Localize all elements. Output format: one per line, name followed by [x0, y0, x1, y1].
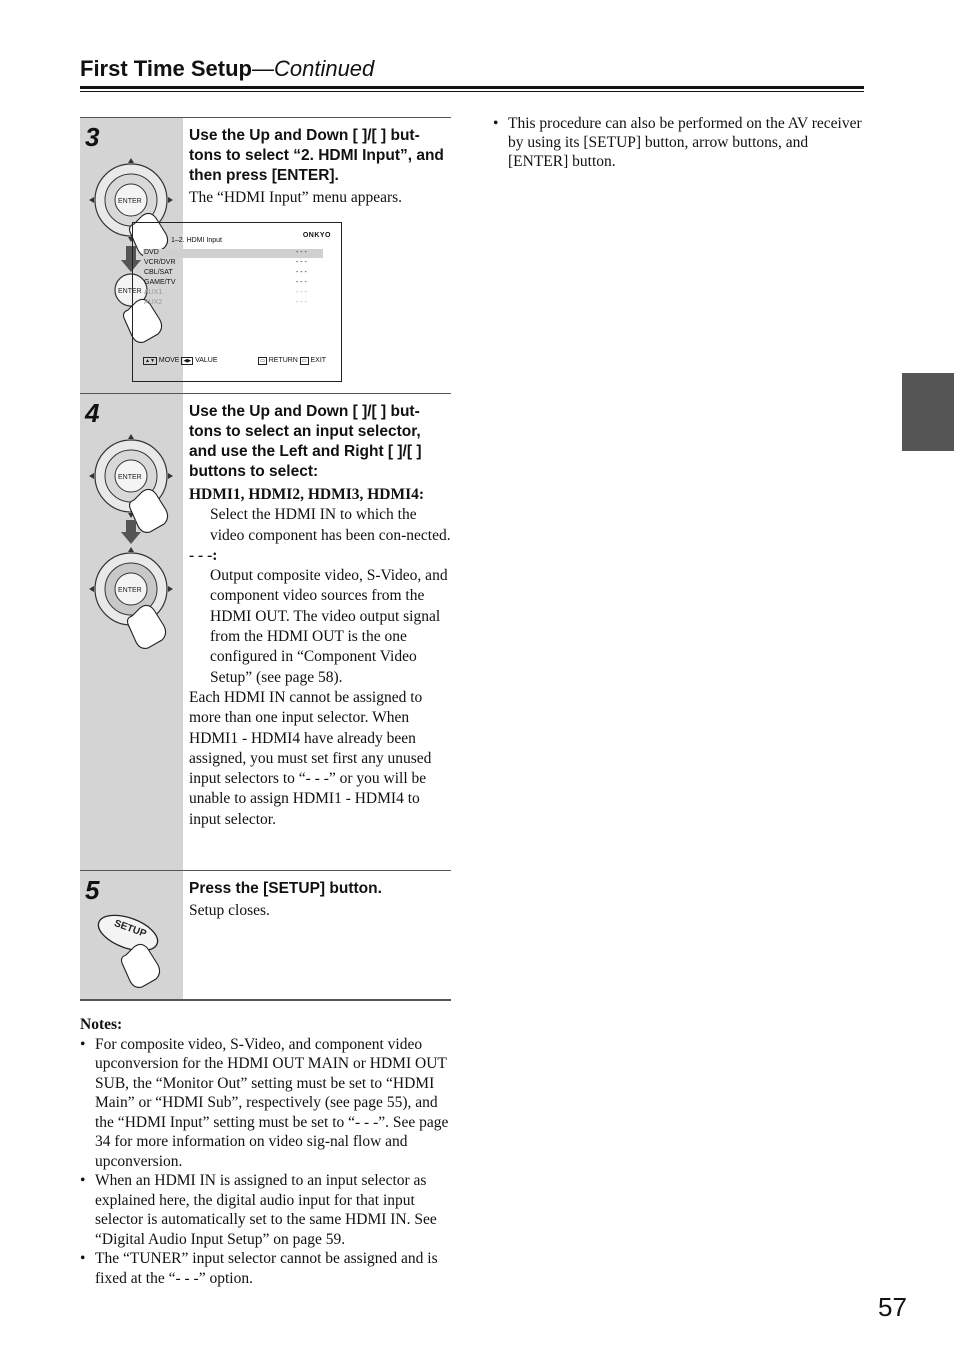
steps-bottom-rule — [80, 999, 451, 1001]
option-none-desc: Output composite video, S-Video, and component video sources from the HDMI OUT. The video output signal from the HDMI OUT is the one configured in “Component Video Setup” (see page 58). — [210, 567, 448, 686]
header-rule-thin — [80, 91, 864, 92]
header-title: First Time Setup — [80, 56, 252, 81]
row-label: AUX2 — [144, 299, 163, 306]
enter-label: ENTER — [118, 198, 142, 205]
step-4 — [80, 393, 451, 871]
note-text: For composite video, S-Video, and component video upconversion for the HDMI OUT MAIN or HDMI OUT SUB, the “Monitor Out” setting must be set to “HDMI Main” or “HDMI Sub”, respectively (see page 55), and the “HDMI Input” setting must be set to “- - -”. See page 34 for more information on video sig-nal flow and upconversion. — [95, 1035, 449, 1170]
step-number: 3 — [85, 122, 100, 152]
note-item — [493, 114, 865, 171]
step-4-body — [189, 402, 451, 830]
row-value: - - - — [296, 259, 307, 266]
header-rule — [80, 86, 864, 89]
step-3-instruction: Use the Up and Down [ ]/[ ] but-tons to select “2. HDMI Input”, and then press [ENTER]. — [189, 127, 444, 184]
setup-label: SETUP — [112, 918, 148, 940]
enter-label: ENTER — [118, 288, 142, 295]
footer-move: MOVE — [158, 357, 180, 364]
bullet-icon: • — [80, 1250, 86, 1267]
step-number: 5 — [85, 875, 100, 905]
row-label: CBL/SAT — [144, 269, 173, 276]
step-4-instruction: Use the Up and Down [ ]/[ ] but-tons to select an input selector, and use the Left and Right [ ]/[ ] buttons to select: — [189, 403, 422, 480]
step-4-paragraph: Each HDMI IN cannot be assigned to more than one input selector. When HDMI1 - HDMI4 have already been assigned, you must set first any unused input selectors to “- - -” or you will be unable to assign HDMI1 - HDMI4 to input selector. — [189, 688, 432, 828]
enter-label: ENTER — [118, 587, 142, 594]
page-number: 57 — [878, 1292, 907, 1322]
step-number: 4 — [85, 398, 100, 428]
screen-row — [144, 279, 324, 289]
screen-row — [144, 289, 324, 299]
screen-row — [144, 249, 324, 259]
footer-value: VALUE — [195, 357, 218, 364]
up-down-key-icon: ▲▼ — [145, 358, 155, 364]
option-none-term: - - -: — [189, 546, 218, 564]
note-item — [80, 1035, 452, 1172]
row-label: GAME/TV — [144, 279, 176, 286]
header-continued: —Continued — [251, 56, 375, 81]
return-key-icon: ▭ — [260, 358, 265, 364]
setup-button-illustration — [94, 907, 182, 995]
step-3-text: The “HDMI Input” menu appears. — [189, 189, 403, 206]
screen-row — [144, 259, 324, 269]
option-hdmi-term: HDMI1, HDMI2, HDMI3, HDMI4: — [189, 486, 425, 503]
note-text: The “TUNER” input selector cannot be assigned and is fixed at the “- - -” option. — [95, 1250, 438, 1287]
hdmi-input-menu-screen — [132, 222, 342, 382]
screen-footer — [143, 357, 329, 365]
note-item — [80, 1171, 452, 1249]
footer-return: RETURN — [268, 357, 298, 364]
row-value: - - - — [296, 289, 307, 296]
bullet-icon: • — [80, 1035, 86, 1053]
step-5 — [80, 870, 451, 1000]
row-value: - - - — [296, 299, 307, 306]
bullet-icon: • — [80, 1172, 86, 1189]
note-text: When an HDMI IN is assigned to an input selector as explained here, the digital audio input for that input selector is automatically set to the same HDMI IN. See “Digital Audio Input Setup” on page 59. — [95, 1172, 437, 1248]
onkyo-logo: ONKYO — [302, 232, 331, 239]
bullet-icon: • — [493, 115, 499, 132]
step-5-text: Setup closes. — [189, 902, 270, 919]
row-value: - - - — [296, 249, 307, 256]
step-5-body — [189, 879, 451, 921]
row-label: VCR/DVR — [144, 259, 176, 266]
row-value: - - - — [296, 279, 307, 286]
setup-key-icon: ▭ — [301, 358, 307, 364]
row-value: - - - — [296, 269, 307, 276]
footer-exit: EXIT — [310, 357, 327, 364]
note-item — [80, 1249, 452, 1288]
screen-row — [144, 269, 324, 279]
note-text: This procedure can also be performed on the AV receiver by using its [SETUP] button, arrow buttons, and [ENTER] button. — [508, 115, 862, 170]
enter-label: ENTER — [118, 474, 142, 481]
row-label: DVD — [144, 249, 159, 256]
notes-heading: Notes: — [80, 1016, 123, 1033]
section-tab-marker — [902, 373, 954, 451]
step-3-body — [189, 126, 451, 208]
left-right-key-icon: ◀▶ — [183, 358, 192, 364]
right-column-notes — [493, 114, 865, 171]
remote-dial-illustration — [86, 432, 182, 662]
step-5-instruction: Press the [SETUP] button. — [189, 880, 382, 897]
screen-row — [144, 299, 324, 309]
row-label: AUX1 — [144, 289, 163, 296]
page-header — [80, 56, 374, 82]
notes-section — [80, 1015, 452, 1288]
screen-title: 1–2. HDMI Input — [171, 237, 222, 244]
option-hdmi-desc: Select the HDMI IN to which the video component has been con-nected. — [210, 506, 451, 544]
